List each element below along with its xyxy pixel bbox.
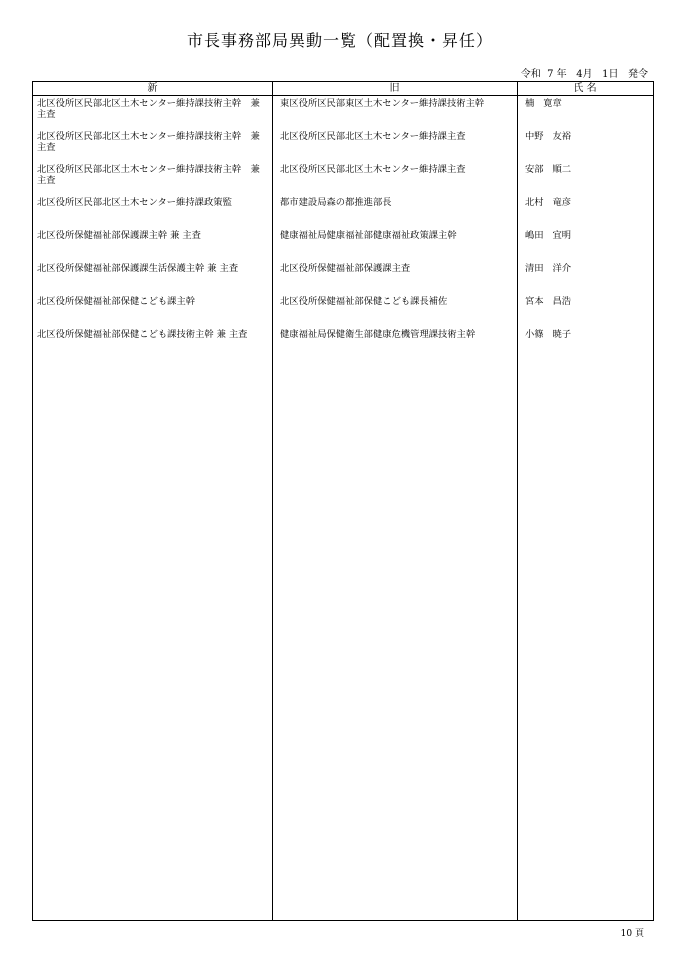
page-title: 市長事務部局異動一覧（配置換・昇任） [186, 31, 493, 50]
new-position: 北区役所保健福祉部保健こども課主幹 [37, 296, 196, 307]
header-old: 旧 [389, 83, 400, 94]
person-name: 安部 順二 [525, 164, 572, 175]
old-position: 北区役所保健福祉部保護課主査 [280, 263, 411, 274]
table-row [33, 263, 653, 296]
person-name: 北村 竜彦 [525, 197, 572, 208]
new-position: 北区役所区民部北区土木センター維持課技術主幹 兼 主査 [37, 131, 260, 153]
new-position: 北区役所区民部北区土木センター維持課技術主幹 兼 主査 [37, 164, 260, 186]
new-position: 北区役所保健福祉部保護課生活保護主幹 兼 主査 [37, 263, 239, 274]
table-row [33, 329, 653, 362]
new-position: 北区役所保健福祉部保護課主幹 兼 主査 [37, 230, 201, 241]
new-position: 北区役所保健福祉部保健こども課技術主幹 兼 主査 [37, 329, 248, 340]
person-name: 楠 寛章 [525, 98, 562, 109]
new-position: 北区役所区民部北区土木センター維持課政策監 [37, 197, 232, 208]
header-name: 氏 名 [573, 83, 597, 94]
old-position: 東区役所区民部東区土木センター維持課技術主幹 [280, 98, 485, 109]
old-position: 都市建設局森の都推進部長 [280, 197, 392, 208]
header-new: 新 [147, 83, 158, 94]
table-row [33, 296, 653, 329]
old-position: 健康福祉局保健衛生部健康危機管理課技術主幹 [280, 329, 476, 340]
old-position: 北区役所区民部北区土木センター維持課主査 [280, 131, 466, 142]
person-name: 嶋田 宜明 [525, 230, 572, 241]
person-name: 宮本 昌浩 [525, 296, 572, 307]
table-row [33, 98, 653, 131]
table-row [33, 197, 653, 230]
old-position: 健康福祉局健康福祉部健康福祉政策課主幹 [280, 230, 457, 241]
table-body [33, 98, 653, 362]
old-position: 北区役所区民部北区土木センター維持課主査 [280, 164, 466, 175]
old-position: 北区役所保健福祉部保健こども課長補佐 [280, 296, 448, 307]
new-position: 北区役所区民部北区土木センター維持課技術主幹 兼 主査 [37, 98, 260, 120]
table-row [33, 131, 653, 164]
person-name: 小篠 暁子 [525, 329, 572, 340]
page-number: 10 頁 [620, 929, 644, 939]
issue-date: 令和 7 年 4月 1日 発令 [520, 69, 648, 80]
table-header [33, 82, 653, 96]
person-name: 清田 洋介 [525, 263, 572, 274]
table-row [33, 164, 653, 197]
table-row [33, 230, 653, 263]
personnel-table [32, 81, 654, 921]
person-name: 中野 友裕 [525, 131, 572, 142]
